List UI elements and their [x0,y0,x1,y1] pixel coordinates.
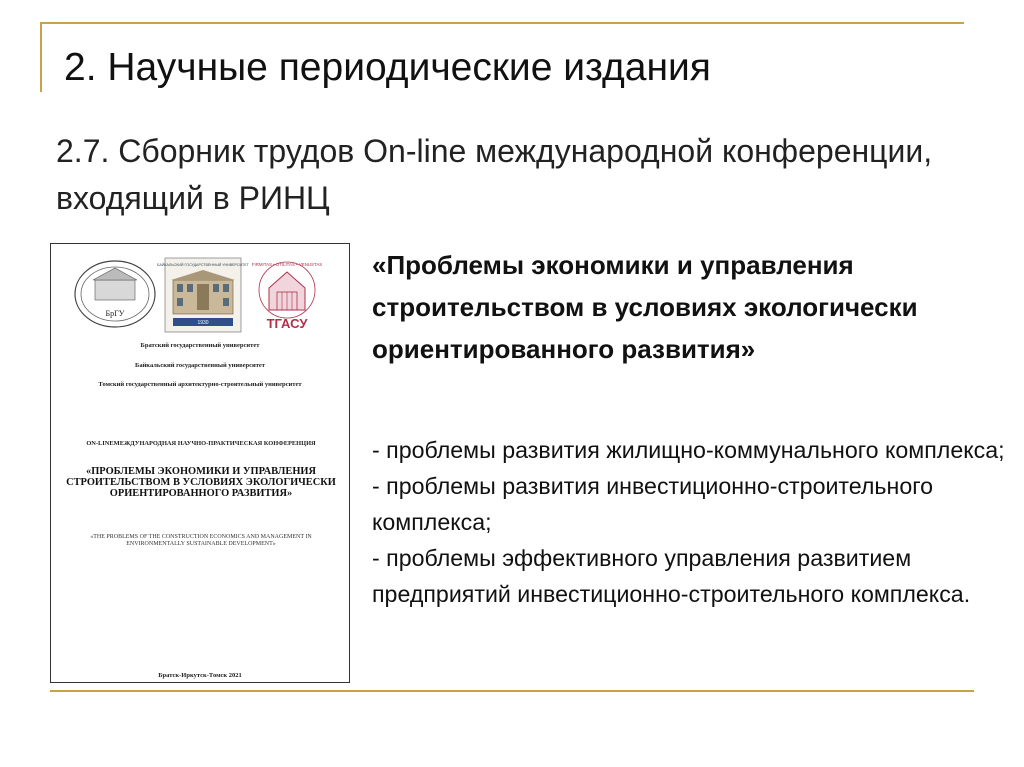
university-logos [73,254,333,336]
tgasu-logo [252,262,322,331]
slide-title: 2. Научные периодические издания [64,46,711,89]
cover-conference-label: ON-LINEМЕЖДУНАРОДНАЯ НАУЧНО-ПРАКТИЧЕСКАЯ КОНФЕРЕНЦИЯ [86,440,316,447]
list-item: - проблемы развития инвестиционно-строительного комплекса; [372,473,934,535]
cover-conference-title: «ПРОБЛЕМЫ ЭКОНОМИКИ И УПРАВЛЕНИЯ СТРОИТЕЛЬСТВОМ В УСЛОВИЯХ ЭКОЛОГИЧЕСКИ ОРИЕНТИРОВАННОГО РАЗВИТИЯ» [66,466,336,499]
list-item: - проблемы развития жилищно-коммунального комплекса; [372,437,1005,463]
bgu-logo [157,258,249,332]
slide-subtitle: 2.7. Сборник трудов On-line международной конференции, входящий в РИНЦ [56,133,933,216]
list-item: - проблемы эффективного управления развитием предприятий инвестиционно-строительного комплекса. [372,545,971,607]
bgu-logo-text: БАЙКАЛЬСКИЙ ГОСУДАРСТВЕННЫЙ УНИВЕРСИТЕТ [157,263,249,267]
cover-conference-title-en: «THE PROBLEMS OF THE CONSTRUCTION ECONOMICS AND MANAGEMENT IN ENVIRONMENTALLY SUSTAINABLE DEVELOPMENT» [90,534,312,547]
left-rule [40,22,42,92]
bottom-rule [50,690,974,692]
proceedings-cover-image [50,243,350,683]
bgu-year: 1930 [197,320,209,326]
conference-heading: «Проблемы экономики и управления строительством в условиях экологически ориентированного развития» [372,250,918,364]
brgu-logo [75,261,155,327]
tgasu-logo-text: ТГАСУ [266,316,308,331]
cover-university-2: Байкальский государственный университет [135,362,265,369]
topic-list [372,432,1012,612]
tgasu-motto: FIRMITAS • UTILITAS • VENUSTAS [251,262,323,267]
top-rule [40,22,964,24]
cover-university-3: Томский государственный архитектурно-строительный университет [98,381,302,388]
cover-university-1: Братский государственный университет [140,342,260,349]
brgu-logo-text: БрГУ [105,309,125,318]
cover-footer: Братск-Иркутск-Томск 2021 [158,672,242,679]
